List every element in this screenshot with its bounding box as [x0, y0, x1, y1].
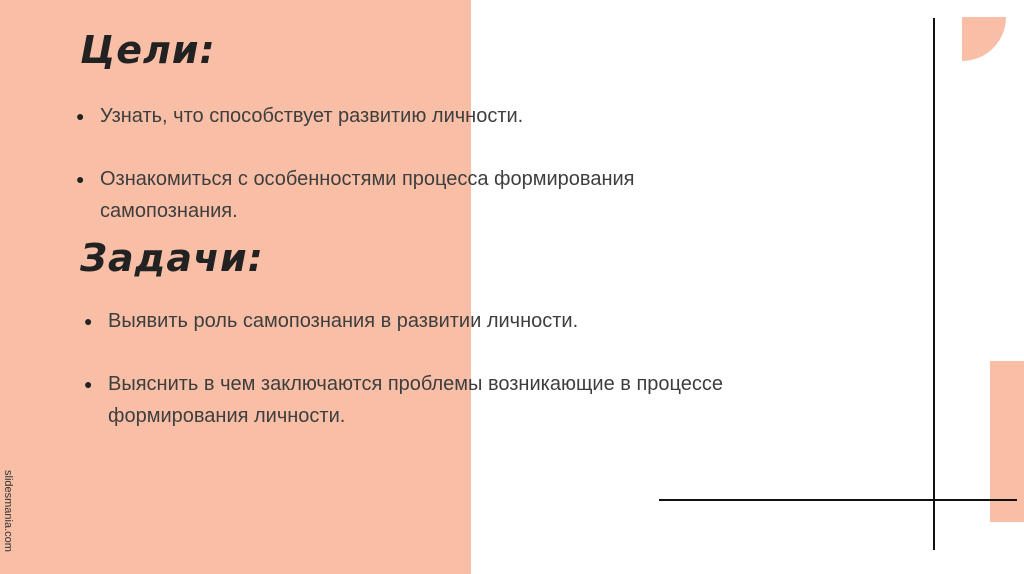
tasks-heading: Задачи: [80, 236, 264, 280]
peach-background-panel [0, 0, 471, 574]
goal-item [76, 100, 800, 132]
bullet-icon: ● [84, 376, 93, 392]
bullet-icon: ● [76, 108, 85, 124]
task-item [84, 305, 808, 337]
goals-list [76, 100, 800, 227]
side-accent-bar [990, 361, 1024, 522]
bullet-icon: ● [76, 171, 85, 187]
goal-item [76, 163, 800, 227]
bullet-icon: ● [84, 313, 93, 329]
goals-heading: Цели: [80, 28, 216, 72]
task-item [84, 368, 808, 432]
tasks-list [84, 305, 808, 432]
horizontal-divider-line [659, 499, 1017, 501]
vertical-divider-line [933, 18, 935, 550]
goal-text: Ознакомиться с особенностями процесса формирования самопознания. [100, 168, 635, 222]
task-text: Выяснить в чем заключаются проблемы возникающие в процессе формирования личности. [108, 373, 723, 427]
goal-text: Узнать, что способствует развитию личности. [100, 105, 524, 127]
watermark: slidesmania.com [2, 470, 14, 552]
task-text: Выявить роль самопознания в развитии личности. [108, 310, 579, 332]
corner-decoration [962, 17, 1006, 61]
